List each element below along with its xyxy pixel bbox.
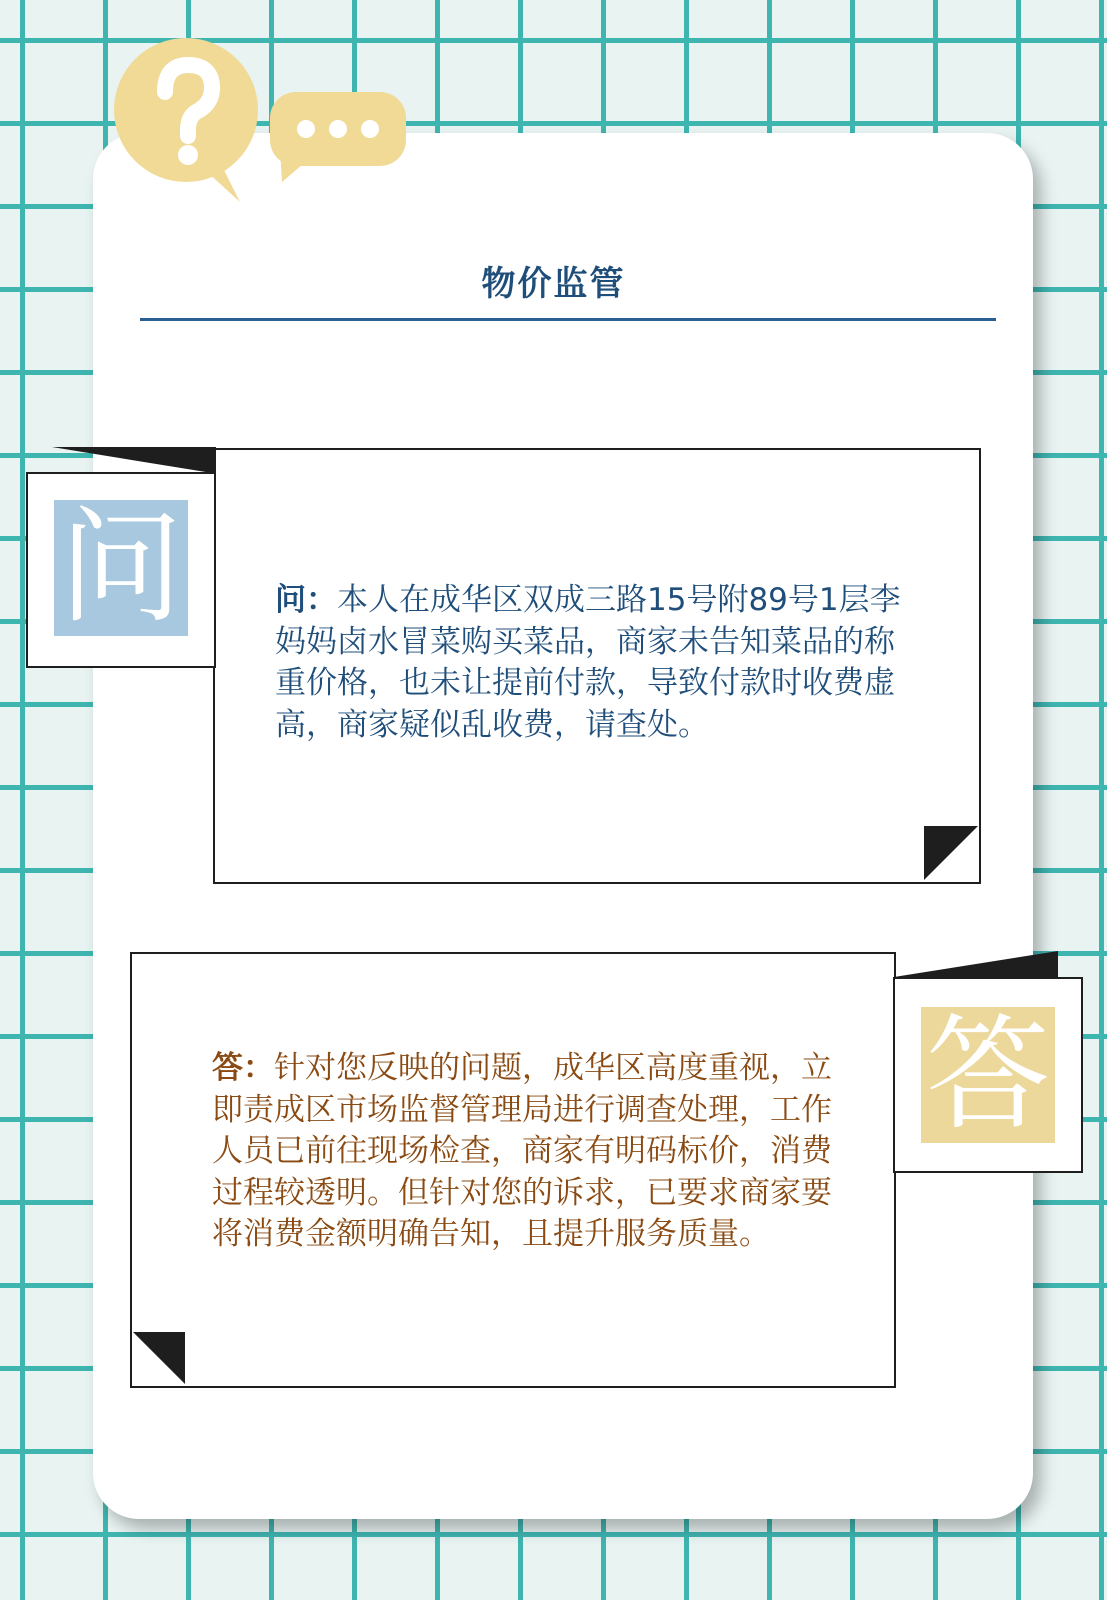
answer-badge <box>893 977 1083 1173</box>
question-lead: 问： <box>275 582 337 618</box>
question-fold-corner <box>924 826 980 882</box>
question-mark-speech-bubble-icon <box>114 38 258 202</box>
speech-bubbles-decoration <box>110 30 420 220</box>
question-body: 本人在成华区双成三路15号附89号1层李妈妈卤水冒菜购买菜品，商家未告知菜品的称重价格，也未让提前付款，导致付款时收费虚高，商家疑似乱收费，请查处。 <box>275 582 901 743</box>
answer-lead: 答： <box>212 1050 274 1086</box>
page-title: 物价监管 <box>481 264 626 304</box>
question-badge-glyph: 问 <box>54 500 188 636</box>
answer-fold-corner <box>131 1330 187 1386</box>
question-fold-top <box>52 447 218 475</box>
answer-text <box>212 1048 862 1256</box>
question-badge <box>26 472 216 668</box>
title-divider <box>140 318 996 321</box>
answer-fold-top <box>892 951 1058 979</box>
ellipsis-speech-bubble-icon <box>270 92 406 182</box>
question-text <box>275 580 905 746</box>
answer-badge-glyph: 答 <box>921 1007 1055 1143</box>
answer-body: 针对您反映的问题，成华区高度重视，立即责成区市场监督管理局进行调查处理，工作人员已前往现场检查，商家有明码标价，消费过程较透明。但针对您的诉求，已要求商家要将消费金额明确告知，且提升服务质量。 <box>212 1050 832 1252</box>
